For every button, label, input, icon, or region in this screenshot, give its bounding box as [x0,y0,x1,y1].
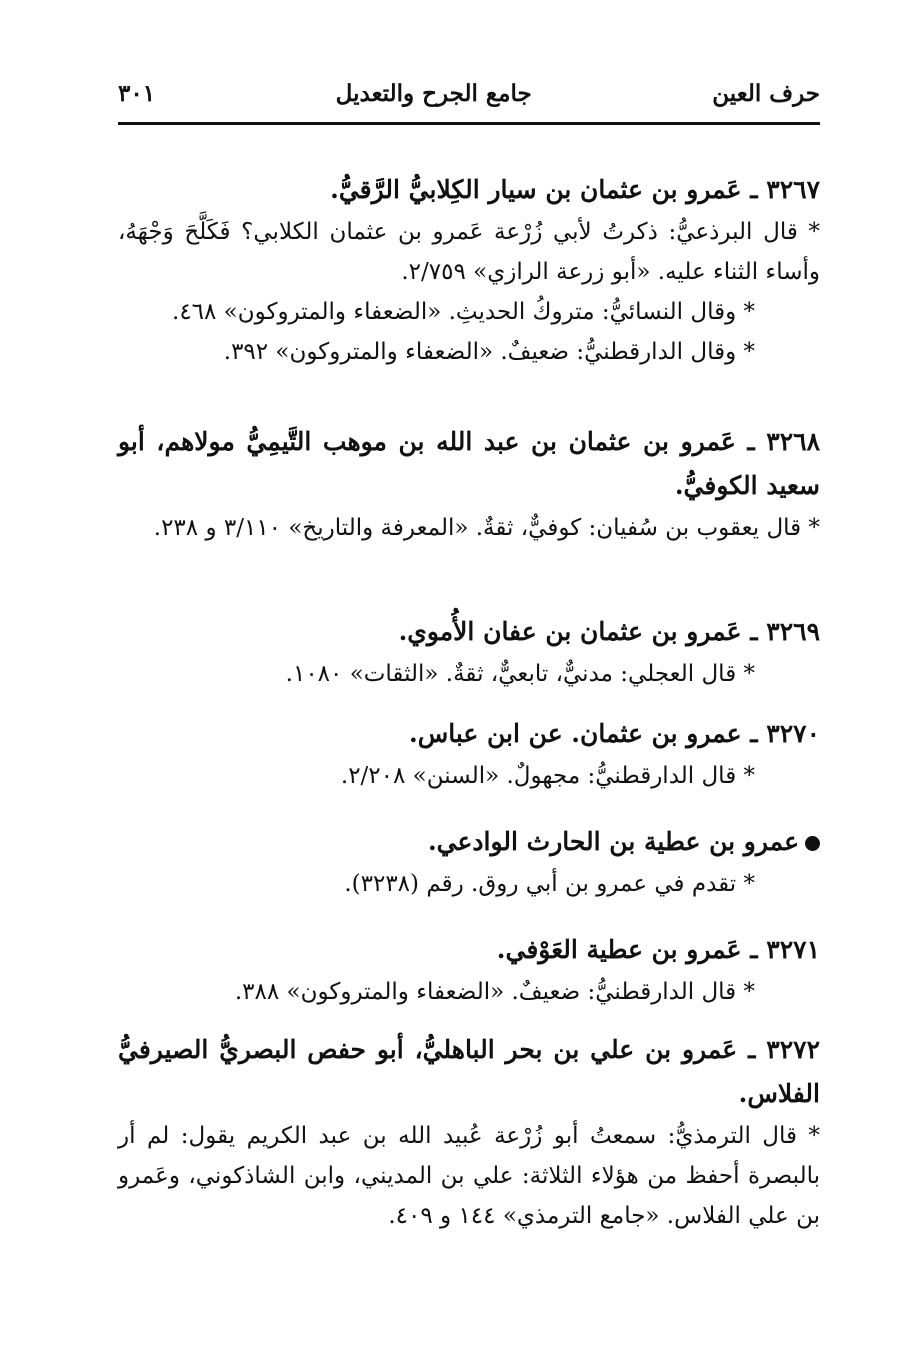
entry-title: ٣٢٦٩ ـ عَمرو بن عثمان بن عفان الأُموي. [398,617,820,646]
entry-3270 [118,712,820,796]
entry-3269 [118,610,820,694]
running-header [118,80,820,125]
entry-3271 [118,928,820,1012]
entry-quote: * وقال النسائيُّ: متروكُ الحديثِ. «الضعفاء والمتروكون» ٤٦٨. [172,299,755,325]
entry-3272 [118,1028,820,1236]
entry-amr-ibn-atiyya-wadii [118,820,820,904]
entry-3267 [118,168,820,372]
entry-quote: * قال الترمذيُّ: سمعتُ أبو زُرْعة عُبيد الله بن عبد الكريم يقول: لم أر بالبصرة أحفظ من هؤلاء الثلاثة: علي بن المديني، وابن الشاذكوني، وعَمرو بن علي الفلاس. «جامع الترمذي» ١٤٤ و ٤٠٩. [118,1123,820,1229]
page-number: ٣٠١ [118,80,156,107]
entry-title [118,820,820,864]
entry-quote: * قال يعقوب بن سُفيان: كوفيٌّ، ثقةٌ. «المعرفة والتاريخ» ٣/١١٠ و ٢٣٨. [153,515,820,541]
entry-quote: * قال العجلي: مدنيٌّ، تابعيٌّ، ثقةٌ. «الثقات» ١٠٨٠. [285,661,755,687]
entry-quote: * قال الدارقطنيُّ: مجهولٌ. «السنن» ٢/٢٠٨. [340,763,755,789]
entry-quote: * وقال الدارقطنيُّ: ضعيفٌ. «الضعفاء والمتروكون» ٣٩٢. [223,339,755,365]
book-page [118,80,820,1229]
entry-3268 [118,420,820,548]
book-title: جامع الجرح والتعديل [335,80,532,107]
entry-title: ٣٢٦٧ ـ عَمرو بن عثمان بن سيار الكِلابيُّ الرَّقيُّ. [330,175,820,204]
chapter-title: حرف العين [712,80,820,107]
entry-title: ٣٢٧٢ ـ عَمرو بن علي بن بحر الباهليُّ، أبو حفص البصريُّ الصيرفيُّ الفلاس. [118,1035,820,1108]
entry-quote: * قال الدارقطنيُّ: ضعيفٌ. «الضعفاء والمتروكون» ٣٨٨. [234,979,755,1005]
entry-quote: * قال البرذعيُّ: ذكرتُ لأبي زُرْعة عَمرو بن عثمان الكلابي؟ فَكَلَّحَ وَجْهَهُ، وأساء الثناء عليه. «أبو زرعة الرازي» ٢/٧٥٩. [118,219,820,285]
entry-title: ٣٢٧١ ـ عَمرو بن عطية العَوْفي. [496,935,820,964]
bullet-icon [805,836,820,851]
entry-title: ٣٢٦٨ ـ عَمرو بن عثمان بن عبد الله بن موهب التَّيمِيُّ مولاهم، أبو سعيد الكوفيُّ. [118,427,820,500]
entry-title-text: عمرو بن عطية بن الحارث الوادعي. [427,827,799,856]
entry-title: ٣٢٧٠ ـ عمرو بن عثمان. عن ابن عباس. [409,719,820,748]
entry-quote: * تقدم في عمرو بن أبي روق. رقم (٣٢٣٨). [344,871,755,897]
